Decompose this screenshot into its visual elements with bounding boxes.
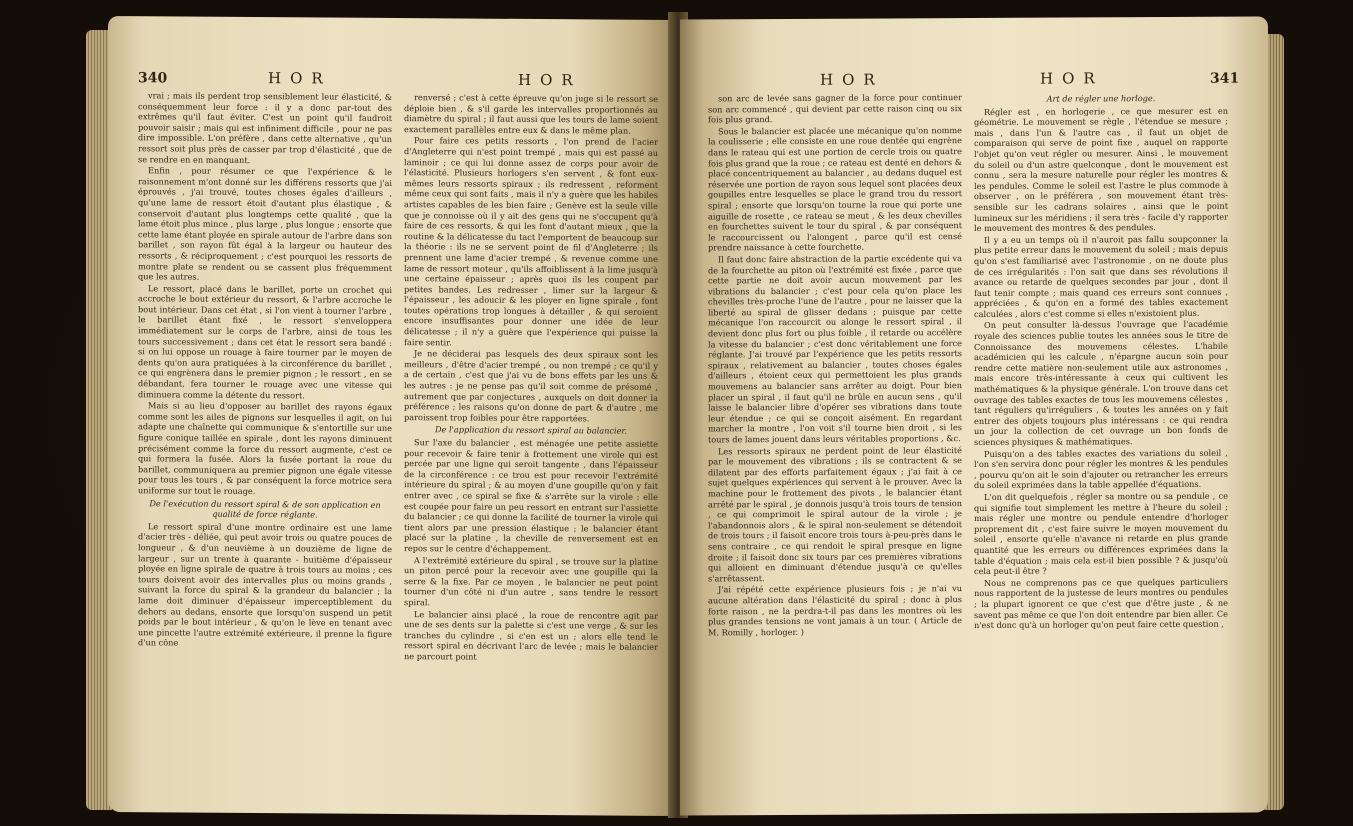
paragraph: Régler est , en horlogerie , ce que mesurer est en géométrie. Le mouvement se règle , l'étendue se mesure ; mais , dans l'un & l'autre cas , il faut un objet de comparaison qui serve de point fixe , auquel on rapporte l'objet qu'on veut régler ou mesurer. Ainsi , le mouvement du soleil ou d'un astre quelconque , dont le mouvement est connu , sera la mesure naturelle pour régler les montres & les pendules. Comme le soleil est l'astre le plus commode à observer , on le préférera , son mouvement étant très-sensible sur les cadrans solaires , ainsi que le point lumineux sur les méridiens ; il sera très - facile d'y rapporter le mouvement des montres & des pendules. [974,105,1228,234]
paragraph: son arc de levée sans gagner de la force pour continuer son arc commencé , qui devient par cette raison cinq ou six fois plus grand. [708,92,962,125]
running-head: HOR [1040,69,1104,88]
section-subheading: Art de régler une horloge. [1046,93,1156,104]
running-head: HOR [518,70,582,90]
paragraph: Mais si au lieu d'opposer au barillet des rayons égaux comme sont les ailes de pignons sur lesquelles il agit, on lui adapte une chaînette qui communique & s'entortille sur une figure conique taillée en spirale , dont les rayons diminuent précisément comme la force du ressort augmente, c'est ce qui formera la fusée. Alors la fusée portant la roue du barillet, communiquera au premier pignon une égale vitesse pour tous les tours , & par conséquent la force motrice sera uniforme sur tout le rouage. [138,400,392,497]
text-column [974,91,1228,632]
paragraph: Le ressort, placé dans le barillet, porte un crochet qui accroche le bout extérieur du ressort, & l'arbre accroche le bout intérieur. Dans cet état , si l'on vient à tourner l'arbre , le barillet étant fixé , le ressort s'enveloppera immédiatement sur le corps de l'arbre, ainsi de tous les tours successivement ; dans cet état le ressort sera bandé : si on lui oppose un rouage à faire tourner par le moyen de dents qu'on aura pratiquées à la circonférence du barillet , ce qui engrènera dans le premier pignon ; le ressort , en se débandant, fera tourner le rouage avec une vitesse qui diminuera comme la détente du ressort. [138,282,392,401]
right-page [680,16,1268,815]
paragraph: Sur l'axe du balancier , est ménagée une petite assiette pour recevoir & faire tenir à frottement une virole qui est percée par une ligne qui seroit tangente , dans l'épaisseur de la circonférence : ce trou est pour recevoir l'extrémité intérieure du spiral ; & au moyen d'une goupille qu'on y fait entrer avec , ce spiral se fixe & s'arrête sur la virole : elle est coupée pour faire un peu ressort en entrant sur l'assiette du balancier ; ce qui donne la facilité de tourner la virole qui tient alors par une pression élastique ; le balancier étant placé sur la platine , la cheville de renversement est en repos sur le centre d'échappement. [404,437,658,555]
paragraph: Le balancier ainsi placé , la roue de rencontre agit par une de ses dents sur la palette si c'est une verge , & sur les tranches du cylindre , si c'en est un ; alors elle tend le ressort spiral en décrivant l'arc de levée ; mais le balancier ne parcourt point [404,608,658,662]
paragraph: Il y a eu un temps où il n'auroit pas fallu soupçonner la plus petite erreur dans le mouvement du soleil ; mais depuis qu'on s'est familiarisé avec l'astronomie , on ne doute plus de ces irrégularités : l'on sait que dans ses révolutions il avance ou retarde de quelques secondes par jour , dont il faut tenir compte ; mais quand ces erreurs sont connues , appréciées , & qu'on en a formé des tables exactement calculées , alors c'est comme si elles n'existoient plus. [974,233,1228,319]
paragraph: J'ai répété cette expérience plusieurs fois ; je n'ai vu aucune altération dans l'élasticité du spiral ; donc à plus forte raison , ne la perdra-t-il pas dans les montres où les plus grandes tensions ne vont jamais à un tour. ( Article de M. Romilly , horloger. ) [708,583,962,638]
paragraph: Je ne déciderai pas lesquels des deux spiraux sont les meilleurs , d'être d'acier trempé , ou non trempé ; ce qu'il y a de certain , c'est que j'ai vu de bons effets par les uns & les autres : je ne pense pas qu'il soit comme de présomé , autrement que par conjectures , auxquels on doit donner la préférence ; les raisons qu'on donne de part & d'autre , me paroissent trop foibles pour être rapportées. [404,348,658,424]
paragraph: Il faut donc faire abstraction de la partie excédente qui va de la fourchette au piton où l'extrémité est fixée , parce que cette partie ne doit avoir aucun mouvement par les vibrations du balancier ; c'est pour cela qu'on place les chevilles très-proche l'une de l'autre , pour ne laisser que la liberté au spiral de glisser dedans ; puisque par cette mécanique l'on raccourcit ou alonge le ressort spiral , il devient donc plus fort ou plus foible , il retarde ou accélère la vitesse du balancier ; c'est donc véritablement une force réglante. J'ai trouvé par l'expérience que les petits ressorts spiraux , relativement au balancier , toutes choses égales d'ailleurs , étoient ceux qui permettoient les plus grands mouvemens au balancier sans arrêter au doigt. Pour bien placer un spiral , il faut qu'il ne brûle en aucun sens , qu'il laisse le balancier libre d'opérer ses vibrations dans toute leur étendue ; ce qui se conçoit aisément. En regardant marcher la montre , l'on voit s'il tourne bien droit , si les tours de lames jouent dans leurs véritables proportions , &c. [708,252,962,445]
text-column [404,92,658,664]
paragraph: Enfin , pour résumer ce que l'expérience & le raisonnement m'ont donné sur les différens ressorts que j'ai éprouvés , j'ai trouvé, toutes choses égales d'ailleurs , qu'une lame de ressort étoit d'autant plus élastique , & conservoit d'autant plus longtemps cette qualité , que la lame étoit plus mince , plus large , plus longue ; ensorte que cette lame étant ployée en spirale autour de l'arbre dans son barillet , son rayon fût égal à la largeur ou hauteur des ressorts , & réciproquement ; c'est pourquoi les ressorts de montre plate se rendent ou se cassent plus fréquemment que les autres. [138,165,392,282]
paragraph: L'on dit quelquefois , régler sa montre ou sa pendule , ce qui signifie tout simplement les mettre à l'heure du soleil ; mais régler une montre ou pendule entendre d'horloger proprement dit , c'est faire suivre le moyen mouvement du soleil , ensorte qu'elle n'avance ni retarde en plus grande quantité que les erreurs ou différences exprimées dans la table d'équation ; mais cela est-il bien possible ? & jusqu'où cela peut-il être ? [974,490,1228,577]
section-subheading: De l'application du ressort spiral au balancier. [434,424,628,437]
paragraph: Sous le balancier est placée une mécanique qu'on nomme la coulisserie ; elle consiste en une roue dentée qui engrène dans le rateau qui est une portion de cercle trois ou quatre fois plus grand que la roue ; ce rateau est denté en dehors & placé concentriquement au balancier , au dedans duquel est réservée une portion de rayon sous lequel sont placées deux goupilles entre lesquelles se place le grand trou du ressort spiral ; ensorte que lorsqu'on tourne la roue qui porte une aiguille de rosette , ce rateau se meut , & les deux chevilles en fourchettes suivent le tour du spiral , & par conséquent le raccourcissent ou l'alongent , parce qu'il est censé prendre naissance à cette fourchette. [708,124,962,253]
paragraph: renversé ; c'est à cette épreuve qu'on juge si le ressort se déploie bien , & s'il garde les intervalles proportionnés au diamètre du spiral ; il faut aussi que les tours de lame soient exactement parallèles entre eux & dans le même plan. [404,92,658,136]
paragraph: On peut consulter là-dessus l'ouvrage que l'académie royale des sciences publie toutes les années sous le titre de Connoissance des mouvemens célestes. L'habile académicien qui les calcule , n'épargne aucun soin pour rendre cette matière non-seulement utile aux astronomes , mais encore très-intéressante à ceux qui cultivent les mathématiques & la physique générale. L'on trouve dans cet ouvrage des tables exactes de tous les mouvemens célestes , tant réguliers qu'irréguliers , & toutes les années on y fait entrer des objets toujours plus intéressans : ce qui rendra un jour la collection de cet ouvrage un bon fonds de sciences physiques & mathématiques. [974,319,1228,447]
left-page [108,16,676,816]
text-column [708,92,962,639]
paragraph: Pour faire ces petits ressorts , l'on prend de l'acier d'Angleterre qui n'est point trempé , mais qui est passé au laminoir ; ce qui lui donne assez de corps pour avoir de l'élasticité. Plusieurs horlogers s'en servent , & font eux-mêmes leurs ressorts spiraux ; ils redressent , reforment même ceux qui sont faits , mais il n'y a guère que les habiles artistes capables de les bien faire ; Genève est la seule ville que je connoisse où il y ait des gens qui ne s'occupent qu'à faire de ces ressorts, & qui les font d'autant mieux , que la routine & la délicatesse du tact l'emportent de beaucoup sur la théorie : ils ne se servent point de fil d'Angleterre ; ils prennent une lame d'acier trempé , & revenue comme une lame de ressort moteur , qu'ils affoiblissent à la lime jusqu'à une certaine épaisseur ; après quoi ils les coupent par petites bandes. Les redresser , limer sur la largeur & l'épaisseur , les adoucir & les ployer en ligne spirale , font toutes opérations trop longues à détailler , & qui seroient encore insuffisantes pour donner une idée de leur délicatesse ; il n'y a guère que l'expérience qui puisse la faire sentir. [404,135,658,348]
paragraph: A l'extrémité extérieure du spiral , se trouve sur la platine un piton percé pour la recevoir avec une goupille qui la serre & la fixe. Par ce moyen , le balancier ne peut point tourner d'un côté ni d'un autre , sans tendre le ressort spiral. [404,554,658,608]
paragraph: vrai ; mais ils perdent trop sensiblement leur élasticité, & conséquemment leur force : il y a donc par-tout des extrêmes qu'il faut éviter. C'est un point qu'il faudroit pouvoir saisir ; mais qui est infiniment difficile , pour ne pas dire impossible. L'on préfère , dans cette alternative , qu'un ressort soit plus près de casser par trop d'élasticité , que de se rendre en en manquant. [138,90,392,165]
paragraph: Le ressort spiral d'une montre ordinaire est une lame d'acier très - déliée, qui peut avoir trois ou quatre pouces de longueur , & d'un neuvième à un douzième de ligne de largeur , sur un trente à quarante - huitième d'épaisseur ployée en ligne spirale de quatre à trois tours au moins ; ces tours doivent avoir des intervalles plus ou moins grands , suivant la force du spiral & la grandeur du balancier ; la lame doit diminuer d'épaisseur imperceptiblement du dehors au dedans, ensorte que lorsqu'on suspend un petit poids par le bout intérieur , & qu'on le lève en tenant avec une pincette l'autre extrémité extérieure, il prenne la figure d'un cône [138,521,392,648]
running-head: HOR [820,70,884,89]
page-number: 341 [1210,70,1240,87]
page-number: 340 [138,70,168,87]
paragraph: Puisqu'on a des tables exactes des variations du soleil , l'on s'en servira donc pour régler les montres & les pendules , pourvu qu'on ait le soin d'ajouter ou retrancher les erreurs du soleil exprimées dans la table appellée d'équations. [974,447,1228,491]
paragraph: Nous ne comprenons pas ce que quelques particuliers nous rapportent de la justesse de leurs montres ou pendules ; la plupart ignorent ce que c'est que d'être juste , & ne savent pas même ce que l'on doit entendre par bien aller. Ce n'est donc qu'à un horloger qu'on peut faire cette question , [974,576,1228,631]
text-column [138,90,392,651]
paragraph: Les ressorts spiraux ne perdent point de leur élasticité par le mouvement des vibrations ; ils se contractent & se dilatent par des efforts parfaitement égaux ; j'ai fait à ce sujet quelques expériences qui servent à le prouver. Avec la machine pour le frottement des pivots , le balancier étant arrêté par le spiral , je donnois jusqu'à trois tours de tension , ce qui comprimoit le spiral autour de la virole ; je l'abandonnois alors , & le spiral non-seulement se détendoit de trois tours ; il faisoit encore trois tours à-peu-près dans le sens contraire , ce qui rendoit le spiral presque en ligne droite ; il faisoit donc six tours par ces premières vibrations qui alloient en diminuant d'étendue jusqu'à ce qu'elles s'arrêtassent. [708,444,962,584]
section-subheading: De l'exécution du ressort spiral & de son application en qualité de force réglante. [149,497,381,520]
running-head: HOR [268,69,332,88]
